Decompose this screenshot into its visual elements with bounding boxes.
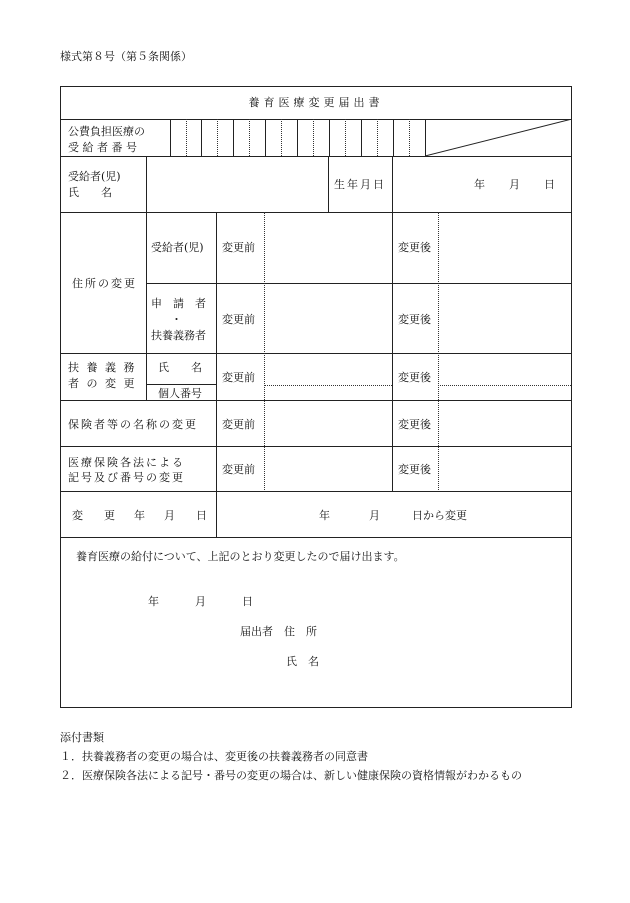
address-recipient-after-input[interactable] — [439, 213, 570, 283]
declaration-day: 日 — [242, 595, 253, 608]
recipient-name-label-2: 氏 名 — [68, 186, 112, 199]
guardian-change-label-1: 扶 養 義 務 — [68, 361, 137, 374]
digit-divider-dotted — [345, 119, 346, 156]
applicant-label-3: 扶養義務者 — [151, 329, 206, 342]
digit-divider — [297, 119, 298, 156]
recipient-name-label-1: 受給者(児) — [68, 170, 121, 183]
table-left-border — [60, 86, 61, 708]
row-divider-dotted — [438, 385, 571, 386]
change-date-label-3: 年 — [134, 509, 145, 522]
attachment-item: ２．医療保険各法による記号・番号の変更の場合は、新しい健康保険の資格情報がわかるもの — [60, 769, 522, 782]
address-applicant-before-input[interactable] — [265, 284, 391, 353]
declaration-year: 年 — [148, 595, 159, 608]
guardian-after-input[interactable] — [439, 354, 570, 400]
before-label: 変更前 — [222, 371, 255, 384]
applicant-name-input[interactable] — [330, 650, 560, 672]
col-divider — [328, 156, 329, 213]
applicant-address-label: 届出者 住 所 — [240, 625, 317, 638]
table-top-border — [60, 86, 572, 87]
col-divider — [392, 212, 393, 492]
after-label: 変更後 — [398, 371, 431, 384]
form-number: 様式第８号（第５条関係） — [60, 50, 192, 63]
guardian-name-label: 氏 名 — [158, 361, 202, 374]
recipient-number-label-1: 公費負担医療の — [68, 125, 145, 138]
insurer-change-label: 保険者等の名称の変更 — [68, 418, 198, 431]
table-bottom-border — [60, 707, 572, 708]
declaration-date-input[interactable] — [110, 590, 260, 612]
after-label: 変更後 — [398, 313, 431, 326]
birthdate-day: 日 — [544, 178, 555, 191]
col-divider — [146, 212, 147, 400]
insurance-number-before-input[interactable] — [265, 447, 391, 491]
digit-divider-dotted — [217, 119, 218, 156]
digit-divider-dotted — [409, 119, 410, 156]
address-recipient-child-label: 受給者(児) — [151, 241, 204, 254]
address-recipient-before-input[interactable] — [265, 213, 391, 283]
insurance-number-change-label-2: 記号及び番号の変更 — [68, 471, 185, 484]
birthdate-label: 生年月日 — [334, 178, 386, 191]
after-label: 変更後 — [398, 418, 431, 431]
personal-number-label: 個人番号 — [158, 387, 202, 400]
applicant-label-1: 申 請 者 — [151, 297, 206, 310]
table-right-border — [571, 86, 572, 708]
before-label: 変更前 — [222, 463, 255, 476]
attachments-heading: 添付書類 — [60, 731, 104, 744]
recipient-number-label-2: 受 給 者 番 号 — [68, 141, 137, 154]
digit-divider-dotted — [249, 119, 250, 156]
digit-divider — [329, 119, 330, 156]
declaration-text: 養育医療の給付について、上記のとおり変更したので届け出ます。 — [76, 550, 405, 563]
before-label: 変更前 — [222, 241, 255, 254]
digit-divider — [265, 119, 266, 156]
digit-divider — [201, 119, 202, 156]
change-date-label-4: 月 — [164, 509, 175, 522]
digit-divider — [393, 119, 394, 156]
change-date-input[interactable] — [217, 492, 570, 536]
after-label: 変更後 — [398, 463, 431, 476]
before-label: 変更前 — [222, 313, 255, 326]
insurance-number-after-input[interactable] — [439, 447, 570, 491]
declaration-month: 月 — [195, 595, 206, 608]
change-date-month: 月 — [369, 509, 380, 522]
diagonal-strike — [425, 119, 572, 156]
recipient-name-input[interactable] — [147, 157, 328, 212]
row-divider — [146, 384, 216, 385]
col-divider — [216, 212, 217, 537]
change-date-label-2: 更 — [104, 509, 115, 522]
digit-divider-dotted — [281, 119, 282, 156]
form-title: 養育医療変更届出書 — [248, 96, 384, 109]
recipient-number-input[interactable] — [171, 120, 425, 156]
applicant-label-2: ・ — [171, 313, 182, 326]
address-change-label: 住所の変更 — [72, 277, 137, 290]
guardian-before-input[interactable] — [265, 354, 391, 400]
before-label: 変更前 — [222, 418, 255, 431]
digit-divider-dotted — [313, 119, 314, 156]
guardian-change-label-2: 者 の 変 更 — [68, 377, 137, 390]
row-divider-dotted — [264, 385, 392, 386]
row-divider — [60, 537, 572, 538]
change-date-year: 年 — [319, 509, 330, 522]
attachment-item: １．扶養義務者の変更の場合は、変更後の扶養義務者の同意書 — [60, 750, 368, 763]
birthdate-month: 月 — [509, 178, 520, 191]
digit-divider — [361, 119, 362, 156]
after-label: 変更後 — [398, 241, 431, 254]
birthdate-year: 年 — [474, 178, 485, 191]
change-date-label-5: 日 — [196, 509, 207, 522]
change-date-label-1: 変 — [72, 509, 83, 522]
digit-divider-dotted — [377, 119, 378, 156]
applicant-name-label: 氏 名 — [286, 655, 319, 668]
applicant-address-input[interactable] — [330, 620, 560, 642]
insurance-number-change-label-1: 医療保険各法による — [68, 456, 185, 469]
insurer-before-input[interactable] — [265, 401, 391, 446]
digit-divider — [233, 119, 234, 156]
digit-divider-dotted — [186, 119, 187, 156]
insurer-after-input[interactable] — [439, 401, 570, 446]
change-date-suffix: 日から変更 — [412, 509, 467, 522]
address-applicant-after-input[interactable] — [439, 284, 570, 353]
